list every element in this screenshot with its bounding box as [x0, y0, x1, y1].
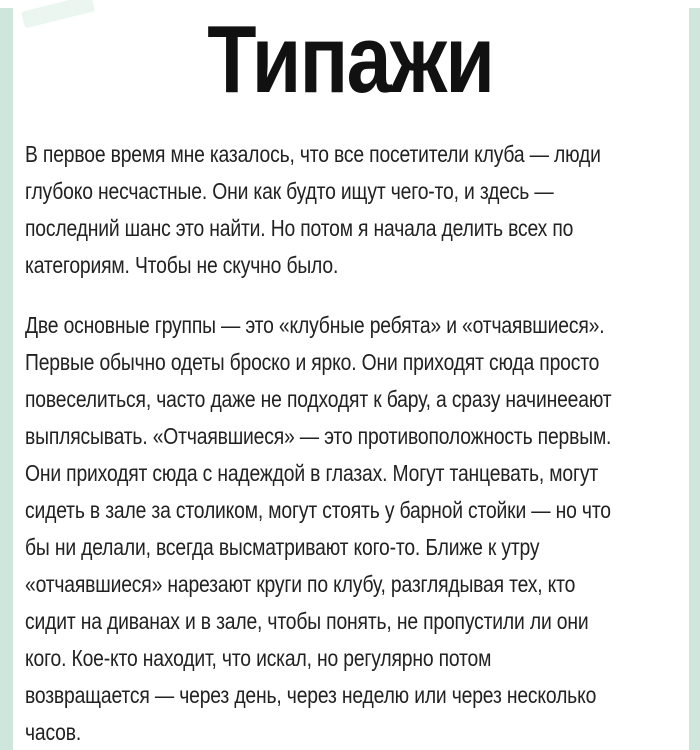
article-text — [0, 112, 700, 750]
text-card — [0, 8, 700, 750]
text-line: возвращается — через день, через неделю или через несколько — [25, 682, 597, 708]
paragraph-1 — [25, 136, 690, 284]
page-title-text: Типажи — [207, 6, 493, 113]
text-line: В первое время мне казалось, что все посетители клуба — люди — [25, 141, 601, 167]
page-title — [0, 8, 700, 112]
paragraph-2 — [25, 307, 690, 750]
text-line: категориям. Чтобы не скучно было. — [25, 252, 339, 278]
text-line: часов. — [25, 719, 82, 745]
text-line: выплясывать. «Отчаявшиеся» — это противоположность первым. — [25, 423, 612, 449]
text-line: сидит на диванах и в зале, чтобы понять, не пропустили ли они — [25, 608, 589, 634]
text-line: кого. Кое-кто находит, что искал, но регулярно потом — [25, 645, 492, 671]
text-line: сидеть в зале за столиком, могут стоять у барной стойки — но что — [25, 497, 611, 523]
right-border-strip — [689, 8, 700, 750]
text-line: глубоко несчастные. Они как будто ищут чего-то, и здесь — — [25, 178, 554, 204]
text-line: Первые обычно одеты броско и ярко. Они приходят сюда просто — [25, 349, 600, 375]
text-line: Они приходят сюда с надеждой в глазах. Могут танцевать, могут — [25, 460, 599, 486]
text-line: бы ни делали, всегда высматривают кого-то. Ближе к утру — [25, 534, 540, 560]
left-border-strip — [0, 8, 13, 750]
text-line: Две основные группы — это «клубные ребята» и «отчаявшиеся». — [25, 312, 605, 338]
text-line: последний шанс это найти. Но потом я начала делить всех по — [25, 215, 574, 241]
text-line: повеселиться, часто даже не подходят к бару, а сразу начинееают — [25, 386, 612, 412]
text-line: «отчаявшиеся» нарезают круги по клубу, разглядывая тех, кто — [25, 571, 576, 597]
